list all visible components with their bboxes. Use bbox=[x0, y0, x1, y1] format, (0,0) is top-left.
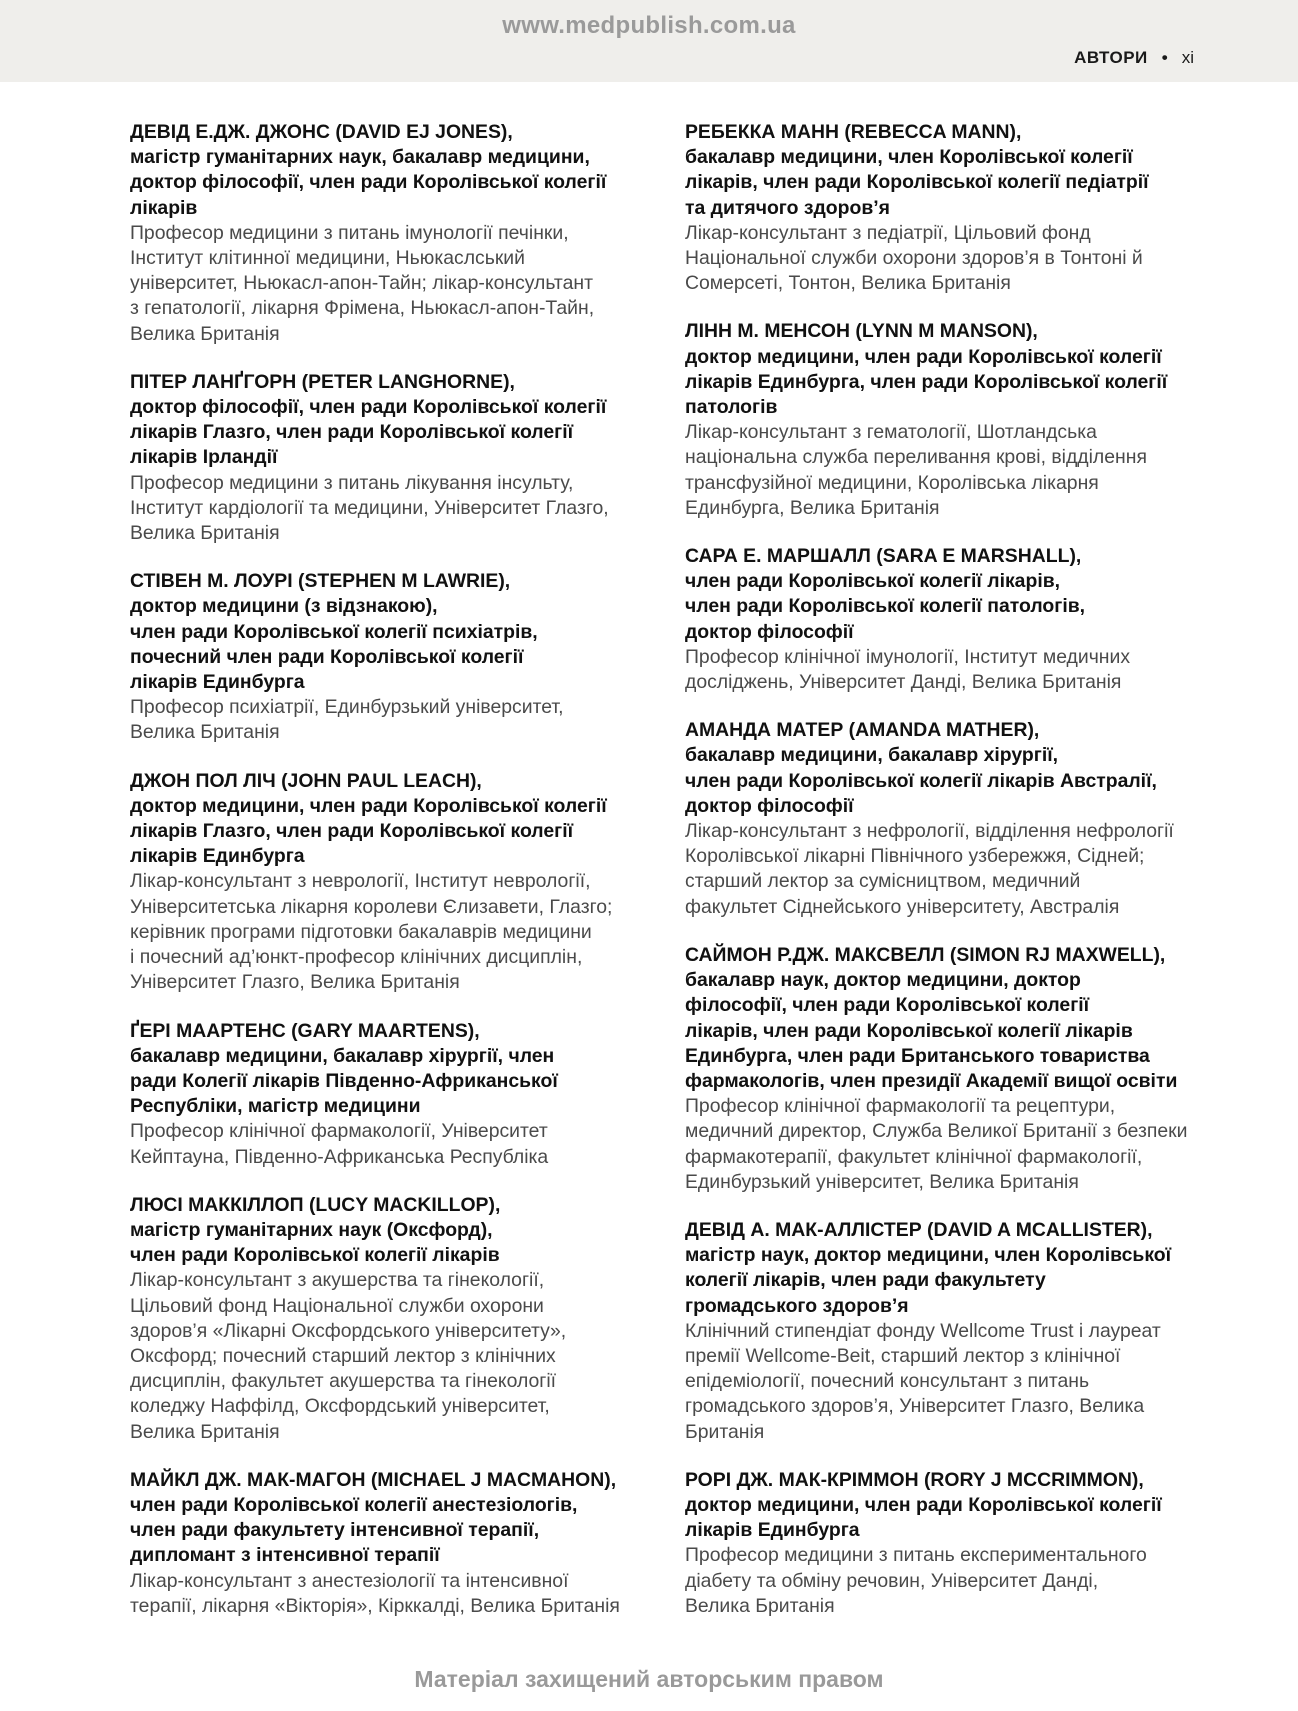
watermark-url: www.medpublish.com.ua bbox=[502, 12, 796, 39]
author-credentials-line: лікарів bbox=[130, 196, 198, 219]
author-affiliation-line: Лікар-консультант з анестезіології та інтенсивної bbox=[130, 1569, 569, 1592]
author-affiliation-line: Професор медицини з питань експериментального bbox=[685, 1544, 1147, 1567]
author-credentials-line: дипломант з інтенсивної терапії bbox=[130, 1544, 440, 1567]
author-credentials-line: ради Колегії лікарів Південно-Африканської bbox=[130, 1069, 558, 1092]
author-affiliation-line: Лікар-консультант з акушерства та гінекології, bbox=[130, 1269, 545, 1292]
author-entry bbox=[130, 1019, 660, 1170]
author-affiliation-line: Лікар-консультант з неврології, Інститут неврології, bbox=[130, 870, 591, 893]
author-name: ПІТЕР ЛАНҐГОРН (PETER LANGHORNE), bbox=[130, 370, 515, 393]
author-affiliation-line: Інститут кардіології та медицини, Університет Глазго, bbox=[130, 496, 609, 519]
author-affiliation-line: Університетська лікарня королеви Єлизавети, Глазго; bbox=[130, 895, 613, 918]
author-credentials-line: доктор філософії bbox=[685, 794, 854, 817]
author-credentials-line: патологів bbox=[685, 396, 778, 419]
author-credentials-line: колегії лікарів, член ради факультету bbox=[685, 1269, 1046, 1292]
right-column bbox=[685, 120, 1205, 1642]
author-credentials-line: доктор медицини (з відзнакою), bbox=[130, 595, 438, 618]
author-credentials-line: доктор медицини, член ради Королівської колегії bbox=[130, 794, 607, 817]
author-credentials-line: член ради Королівської колегії лікарів bbox=[130, 1244, 500, 1267]
author-credentials-line: член ради Королівської колегії лікарів Австралії, bbox=[685, 769, 1157, 792]
author-credentials-line: лікарів Ірландії bbox=[130, 446, 278, 469]
author-name: АМАНДА МАТЕР (AMANDA MATHER), bbox=[685, 719, 1040, 742]
author-affiliation-line: медичний директор, Служба Великої Британії з безпеки bbox=[685, 1120, 1188, 1143]
author-credentials-line: Единбурга, член ради Британського товариства bbox=[685, 1044, 1150, 1067]
author-affiliation-line: Інститут клітинної медицини, Ньюкаслський bbox=[130, 247, 525, 270]
author-entry bbox=[130, 569, 660, 745]
page-number: xi bbox=[1181, 48, 1194, 67]
author-name: ҐЕРІ МААРТЕНС (GARY MAARTENS), bbox=[130, 1019, 480, 1042]
author-name: МАЙКЛ ДЖ. МАК-МАГОН (MICHAEL J MACMAHON), bbox=[130, 1468, 617, 1491]
author-affiliation-line: дисциплін, факультет акушерства та гінекології bbox=[130, 1370, 557, 1393]
author-affiliation-line: старший лектор за сумісництвом, медичний bbox=[685, 870, 1081, 893]
author-affiliation-line: Лікар-консультант з гематології, Шотландська bbox=[685, 421, 1097, 444]
author-credentials-line: філософії, член ради Королівської колегії bbox=[685, 994, 1090, 1017]
author-affiliation-line: Велика Британія bbox=[130, 522, 280, 545]
author-entry bbox=[130, 1468, 660, 1619]
author-affiliation-line: діабету та обміну речовин, Університет Данді, bbox=[685, 1569, 1099, 1592]
author-affiliation-line: трансфузійної медицини, Королівська лікарня bbox=[685, 471, 1099, 494]
author-credentials-line: член ради Королівської колегії анестезіологів, bbox=[130, 1493, 578, 1516]
author-affiliation-line: Сомерсеті, Тонтон, Велика Британія bbox=[685, 272, 1011, 295]
author-credentials-line: бакалавр медицини, член Королівської колегії bbox=[685, 146, 1133, 169]
author-credentials-line: лікарів Единбурга bbox=[130, 671, 305, 694]
author-affiliation-line: Велика Британія bbox=[130, 721, 280, 744]
bullet-separator: • bbox=[1161, 48, 1168, 67]
author-credentials-line: магістр наук, доктор медицини, член Королівської bbox=[685, 1244, 1172, 1267]
author-affiliation-line: Лікар-консультант з педіатрії, Цільовий фонд bbox=[685, 221, 1091, 244]
author-affiliation-line: здоров’я «Лікарні Оксфордського університету», bbox=[130, 1319, 567, 1342]
author-entry bbox=[685, 943, 1205, 1195]
copyright-watermark: Матеріал захищений авторським правом bbox=[414, 1666, 884, 1692]
author-affiliation-line: керівник програми підготовки бакалаврів медицини bbox=[130, 920, 592, 943]
author-affiliation-line: Британія bbox=[685, 1420, 765, 1443]
author-name: РОРІ ДЖ. МАК-КРІММОН (RORY J MCCRIMMON), bbox=[685, 1468, 1144, 1491]
author-credentials-line: бакалавр медицини, бакалавр хірургії, член bbox=[130, 1044, 555, 1067]
author-affiliation-line: Кейптауна, Південно-Африканська Республіка bbox=[130, 1145, 549, 1168]
left-column bbox=[130, 120, 660, 1642]
author-credentials-line: бакалавр медицини, бакалавр хірургії, bbox=[685, 744, 1059, 767]
author-affiliation-line: національна служба переливання крові, відділення bbox=[685, 446, 1147, 469]
author-credentials-line: магістр гуманітарних наук, бакалавр медицини, bbox=[130, 146, 590, 169]
author-affiliation-line: Единбурга, Велика Британія bbox=[685, 496, 940, 519]
author-credentials-line: лікарів Единбурга bbox=[685, 1519, 860, 1542]
author-affiliation-line: премії Wellcome-Beit, старший лектор з клінічної bbox=[685, 1344, 1121, 1367]
author-name: ЛІНН М. МЕНСОН (LYNN M MANSON), bbox=[685, 320, 1038, 343]
author-credentials-line: доктор філософії bbox=[685, 620, 854, 643]
author-credentials-line: член ради факультету інтенсивної терапії, bbox=[130, 1519, 540, 1542]
author-entry bbox=[130, 370, 660, 546]
author-credentials-line: член ради Королівської колегії патологів, bbox=[685, 595, 1086, 618]
author-credentials-line: член ради Королівської колегії лікарів, bbox=[685, 570, 1061, 593]
author-credentials-line: громадського здоров’я bbox=[685, 1294, 909, 1317]
author-entry bbox=[685, 1218, 1205, 1445]
author-affiliation-line: Велика Британія bbox=[130, 322, 280, 345]
author-credentials-line: лікарів Глазго, член ради Королівської колегії bbox=[130, 820, 574, 843]
author-entry bbox=[685, 544, 1205, 695]
author-name: ЛЮСІ МАККІЛЛОП (LUCY MACKILLOP), bbox=[130, 1193, 501, 1216]
author-name: РЕБЕККА МАНН (REBECCA MANN), bbox=[685, 121, 1022, 143]
author-credentials-line: доктор медицини, член ради Королівської колегії bbox=[685, 345, 1162, 368]
author-credentials-line: доктор філософії, член ради Королівської колегії bbox=[130, 396, 607, 419]
author-credentials-line: Республіки, магістр медицини bbox=[130, 1095, 421, 1118]
author-entry bbox=[130, 120, 660, 347]
author-entry bbox=[685, 718, 1205, 920]
author-affiliation-line: Цільовий фонд Національної служби охорони bbox=[130, 1294, 544, 1317]
author-credentials-line: лікарів Единбурга bbox=[130, 845, 305, 868]
author-name: САРА Е. МАРШАЛЛ (SARA E MARSHALL), bbox=[685, 545, 1082, 568]
author-name: ДЕВІД Е.ДЖ. ДЖОНС (DAVID EJ JONES), bbox=[130, 121, 513, 143]
author-credentials-line: доктор медицини, член ради Королівської колегії bbox=[685, 1493, 1162, 1516]
author-credentials-line: магістр гуманітарних наук (Оксфорд), bbox=[130, 1218, 493, 1241]
author-affiliation-line: Оксфорд; почесний старший лектор з клінічних bbox=[130, 1344, 556, 1367]
author-credentials-line: фармакологів, член президії Академії вищої освіти bbox=[685, 1069, 1178, 1092]
author-affiliation-line: досліджень, Університет Данді, Велика Британія bbox=[685, 671, 1122, 694]
author-affiliation-line: Единбурзький університет, Велика Британія bbox=[685, 1170, 1079, 1193]
author-entry bbox=[685, 1468, 1205, 1619]
running-head bbox=[1074, 48, 1194, 68]
author-entry bbox=[130, 769, 660, 996]
author-entry bbox=[130, 1193, 660, 1445]
author-affiliation-line: факультет Сіднейського університету, Австралія bbox=[685, 895, 1120, 918]
author-credentials-line: почесний член ради Королівської колегії bbox=[130, 645, 524, 668]
author-affiliation-line: Національної служби охорони здоров’я в Тонтоні й bbox=[685, 247, 1143, 270]
author-affiliation-line: громадського здоров’я, Університет Глазго, Велика bbox=[685, 1395, 1145, 1418]
author-credentials-line: лікарів Единбурга, член ради Королівської колегії bbox=[685, 370, 1168, 393]
author-affiliation-line: Професор клінічної фармакології, Університет bbox=[130, 1120, 548, 1143]
author-name: САЙМОН Р.ДЖ. МАКСВЕЛЛ (SIMON RJ MAXWELL), bbox=[685, 943, 1166, 966]
author-credentials-line: лікарів, член ради Королівської колегії педіатрії bbox=[685, 171, 1149, 194]
author-name: СТІВЕН М. ЛОУРІ (STEPHEN M LAWRIE), bbox=[130, 570, 511, 593]
author-affiliation-line: з гепатології, лікарня Фрімена, Ньюкасл-апон-Тайн, bbox=[130, 297, 595, 320]
section-title: АВТОРИ bbox=[1074, 48, 1148, 67]
author-affiliation-line: Професор клінічної фармакології та рецептури, bbox=[685, 1095, 1116, 1118]
author-affiliation-line: Клінічний стипендіат фонду Wellcome Trust і лауреат bbox=[685, 1319, 1161, 1342]
author-affiliation-line: фармакотерапії, факультет клінічної фармакології, bbox=[685, 1145, 1143, 1168]
author-affiliation-line: Королівської лікарні Північного узбережжя, Сідней; bbox=[685, 845, 1145, 868]
author-affiliation-line: Велика Британія bbox=[130, 1420, 280, 1443]
author-affiliation-line: Лікар-консультант з нефрології, відділення нефрології bbox=[685, 820, 1174, 843]
author-affiliation-line: терапії, лікарня «Вікторія», Кірккалді, Велика Британія bbox=[130, 1594, 620, 1617]
author-name: ДЖОН ПОЛ ЛІЧ (JOHN PAUL LEACH), bbox=[130, 769, 482, 792]
author-affiliation-line: Університет Глазго, Велика Британія bbox=[130, 971, 460, 994]
author-entry bbox=[685, 120, 1205, 296]
author-affiliation-line: Велика Британія bbox=[685, 1594, 835, 1617]
author-entry bbox=[685, 319, 1205, 521]
author-affiliation-line: і почесний ад’юнкт-професор клінічних дисциплін, bbox=[130, 946, 583, 969]
author-affiliation-line: епідеміології, почесний консультант з питань bbox=[685, 1370, 1090, 1393]
author-affiliation-line: Професор медицини з питань імунології печінки, bbox=[130, 221, 569, 244]
author-affiliation-line: Професор медицини з питань лікування інсульту, bbox=[130, 471, 574, 494]
author-credentials-line: доктор філософії, член ради Королівської колегії bbox=[130, 171, 607, 194]
author-credentials-line: та дитячого здоров’я bbox=[685, 196, 890, 219]
author-credentials-line: бакалавр наук, доктор медицини, доктор bbox=[685, 969, 1081, 992]
author-credentials-line: член ради Королівської колегії психіатрів, bbox=[130, 620, 538, 643]
author-affiliation-line: коледжу Наффілд, Оксфордський університет, bbox=[130, 1395, 550, 1418]
author-affiliation-line: Професор психіатрії, Единбурзький університет, bbox=[130, 696, 564, 719]
author-name: ДЕВІД А. МАК-АЛЛІСТЕР (DAVID A MCALLISTER), bbox=[685, 1218, 1153, 1241]
author-credentials-line: лікарів, член ради Королівської колегії лікарів bbox=[685, 1019, 1133, 1042]
author-affiliation-line: університет, Ньюкасл-апон-Тайн; лікар-консультант bbox=[130, 272, 593, 295]
author-affiliation-line: Професор клінічної імунології, Інститут медичних bbox=[685, 645, 1131, 668]
author-credentials-line: лікарів Глазго, член ради Королівської колегії bbox=[130, 421, 574, 444]
